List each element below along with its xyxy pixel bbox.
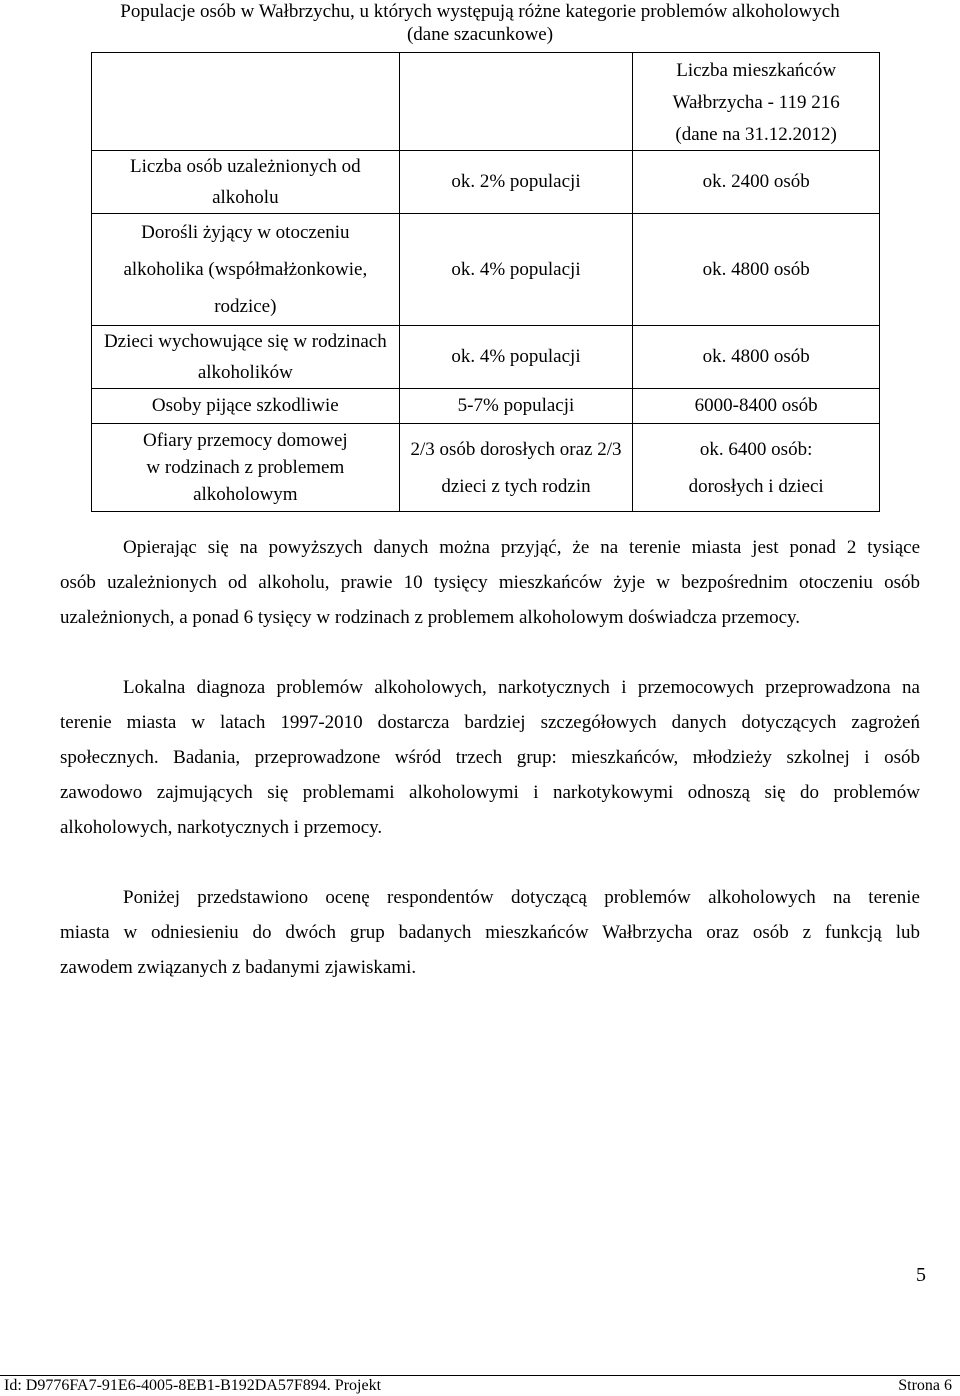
paragraph-line: społecznych. Badania, przeprowadzone wśród trzech grup: mieszkańców, młodzieży szkolnej i osób bbox=[60, 747, 920, 768]
row-label-line: Liczba osób uzależnionych od bbox=[130, 156, 361, 177]
row-label bbox=[92, 326, 400, 389]
header-line: (dane na 31.12.2012) bbox=[675, 124, 837, 145]
page-number: 5 bbox=[916, 1264, 926, 1286]
row-count: 6000-8400 osób bbox=[633, 389, 880, 424]
caption-line-1: Populacje osób w Wałbrzychu, u których występują różne kategorie problemów alkoholowych bbox=[120, 1, 840, 22]
paragraph-line: Opierając się na powyższych danych można przyjąć, że na terenie miasta jest ponad 2 tysiące bbox=[123, 537, 920, 558]
header-empty-cell bbox=[399, 53, 633, 151]
paragraph-line: Poniżej przedstawiono ocenę respondentów dotyczącą problemów alkoholowych na terenie bbox=[123, 887, 920, 908]
row-label-line: Ofiary przemocy domowej bbox=[142, 430, 348, 451]
table-row bbox=[92, 214, 880, 326]
row-share-line: 2/3 osób dorosłych oraz 2/3 bbox=[410, 438, 622, 460]
footer-page-label: Strona 6 bbox=[898, 1377, 952, 1394]
paragraph-line: terenie miasta w latach 1997-2010 dostarcza bardziej szczegółowych danych dotyczących zagrożeń bbox=[60, 712, 920, 733]
row-share: ok. 4% populacji bbox=[399, 326, 633, 389]
row-count: ok. 4800 osób bbox=[633, 214, 880, 326]
paragraph-2 bbox=[60, 670, 920, 845]
paragraph-1 bbox=[60, 530, 920, 635]
row-count-line: ok. 6400 osób: bbox=[699, 438, 813, 460]
paragraph-line: alkoholowych, narkotycznych i przemocy. bbox=[60, 817, 383, 838]
row-count-line: dorosłych i dzieci bbox=[688, 475, 824, 497]
paragraph-line: uzależnionych, a ponad 6 tysięcy w rodzinach z problemem alkoholowym doświadcza przemocy. bbox=[60, 607, 801, 628]
row-label bbox=[92, 424, 400, 512]
population-table bbox=[91, 52, 880, 512]
row-label-line: alkoholików bbox=[197, 362, 293, 383]
caption-line-2: (dane szacunkowe) bbox=[406, 24, 554, 45]
row-label-line: rodzice) bbox=[214, 296, 277, 317]
row-label-line: Dorośli żyjący w otoczeniu bbox=[141, 222, 350, 243]
row-label bbox=[92, 151, 400, 214]
table-caption bbox=[60, 0, 900, 46]
row-share bbox=[399, 424, 633, 512]
header-empty-cell bbox=[92, 53, 400, 151]
table-row bbox=[92, 151, 880, 214]
paragraph-line: zawodowo zajmujących się problemami alkoholowymi i narkotykowymi odnoszą się do problemów bbox=[60, 782, 920, 803]
footer-divider bbox=[0, 1375, 960, 1376]
header-population-cell bbox=[633, 53, 880, 151]
paragraph-line: Lokalna diagnoza problemów alkoholowych, narkotycznych i przemocowych przeprowadzona na bbox=[123, 677, 920, 698]
paragraph-3 bbox=[60, 880, 920, 985]
table-row bbox=[92, 389, 880, 424]
row-label: Osoby pijące szkodliwie bbox=[92, 389, 400, 424]
table-header-row bbox=[92, 53, 880, 151]
row-share: ok. 2% populacji bbox=[399, 151, 633, 214]
row-label-line: alkoholowym bbox=[193, 484, 298, 505]
row-label-line: alkoholika (współmałżonkowie, bbox=[123, 259, 368, 280]
footer-document-id: Id: D9776FA7-91E6-4005-8EB1-B192DA57F894. Projekt bbox=[4, 1377, 382, 1394]
paragraph-line: miasta w odniesieniu do dwóch grup badanych mieszkańców Wałbrzycha oraz osób z funkcją lub bbox=[60, 922, 920, 943]
header-line: Liczba mieszkańców bbox=[676, 60, 837, 81]
row-count: ok. 4800 osób bbox=[633, 326, 880, 389]
row-share: ok. 4% populacji bbox=[399, 214, 633, 326]
row-count: ok. 2400 osób bbox=[633, 151, 880, 214]
row-count bbox=[633, 424, 880, 512]
table-row bbox=[92, 424, 880, 512]
row-label bbox=[92, 214, 400, 326]
paragraph-line: zawodem związanych z badanymi zjawiskami. bbox=[60, 957, 417, 978]
row-label-line: Dzieci wychowujące się w rodzinach bbox=[103, 331, 387, 352]
row-share: 5-7% populacji bbox=[399, 389, 633, 424]
row-label-line: alkoholu bbox=[212, 187, 279, 208]
header-line: Wałbrzycha - 119 216 bbox=[672, 92, 840, 113]
row-label-line: w rodzinach z problemem bbox=[146, 457, 345, 478]
row-share-line: dzieci z tych rodzin bbox=[441, 475, 591, 497]
paragraph-line: osób uzależnionych od alkoholu, prawie 10 tysięcy mieszkańców żyje w bezpośrednim otoczeniu osób bbox=[60, 572, 920, 593]
table-row bbox=[92, 326, 880, 389]
